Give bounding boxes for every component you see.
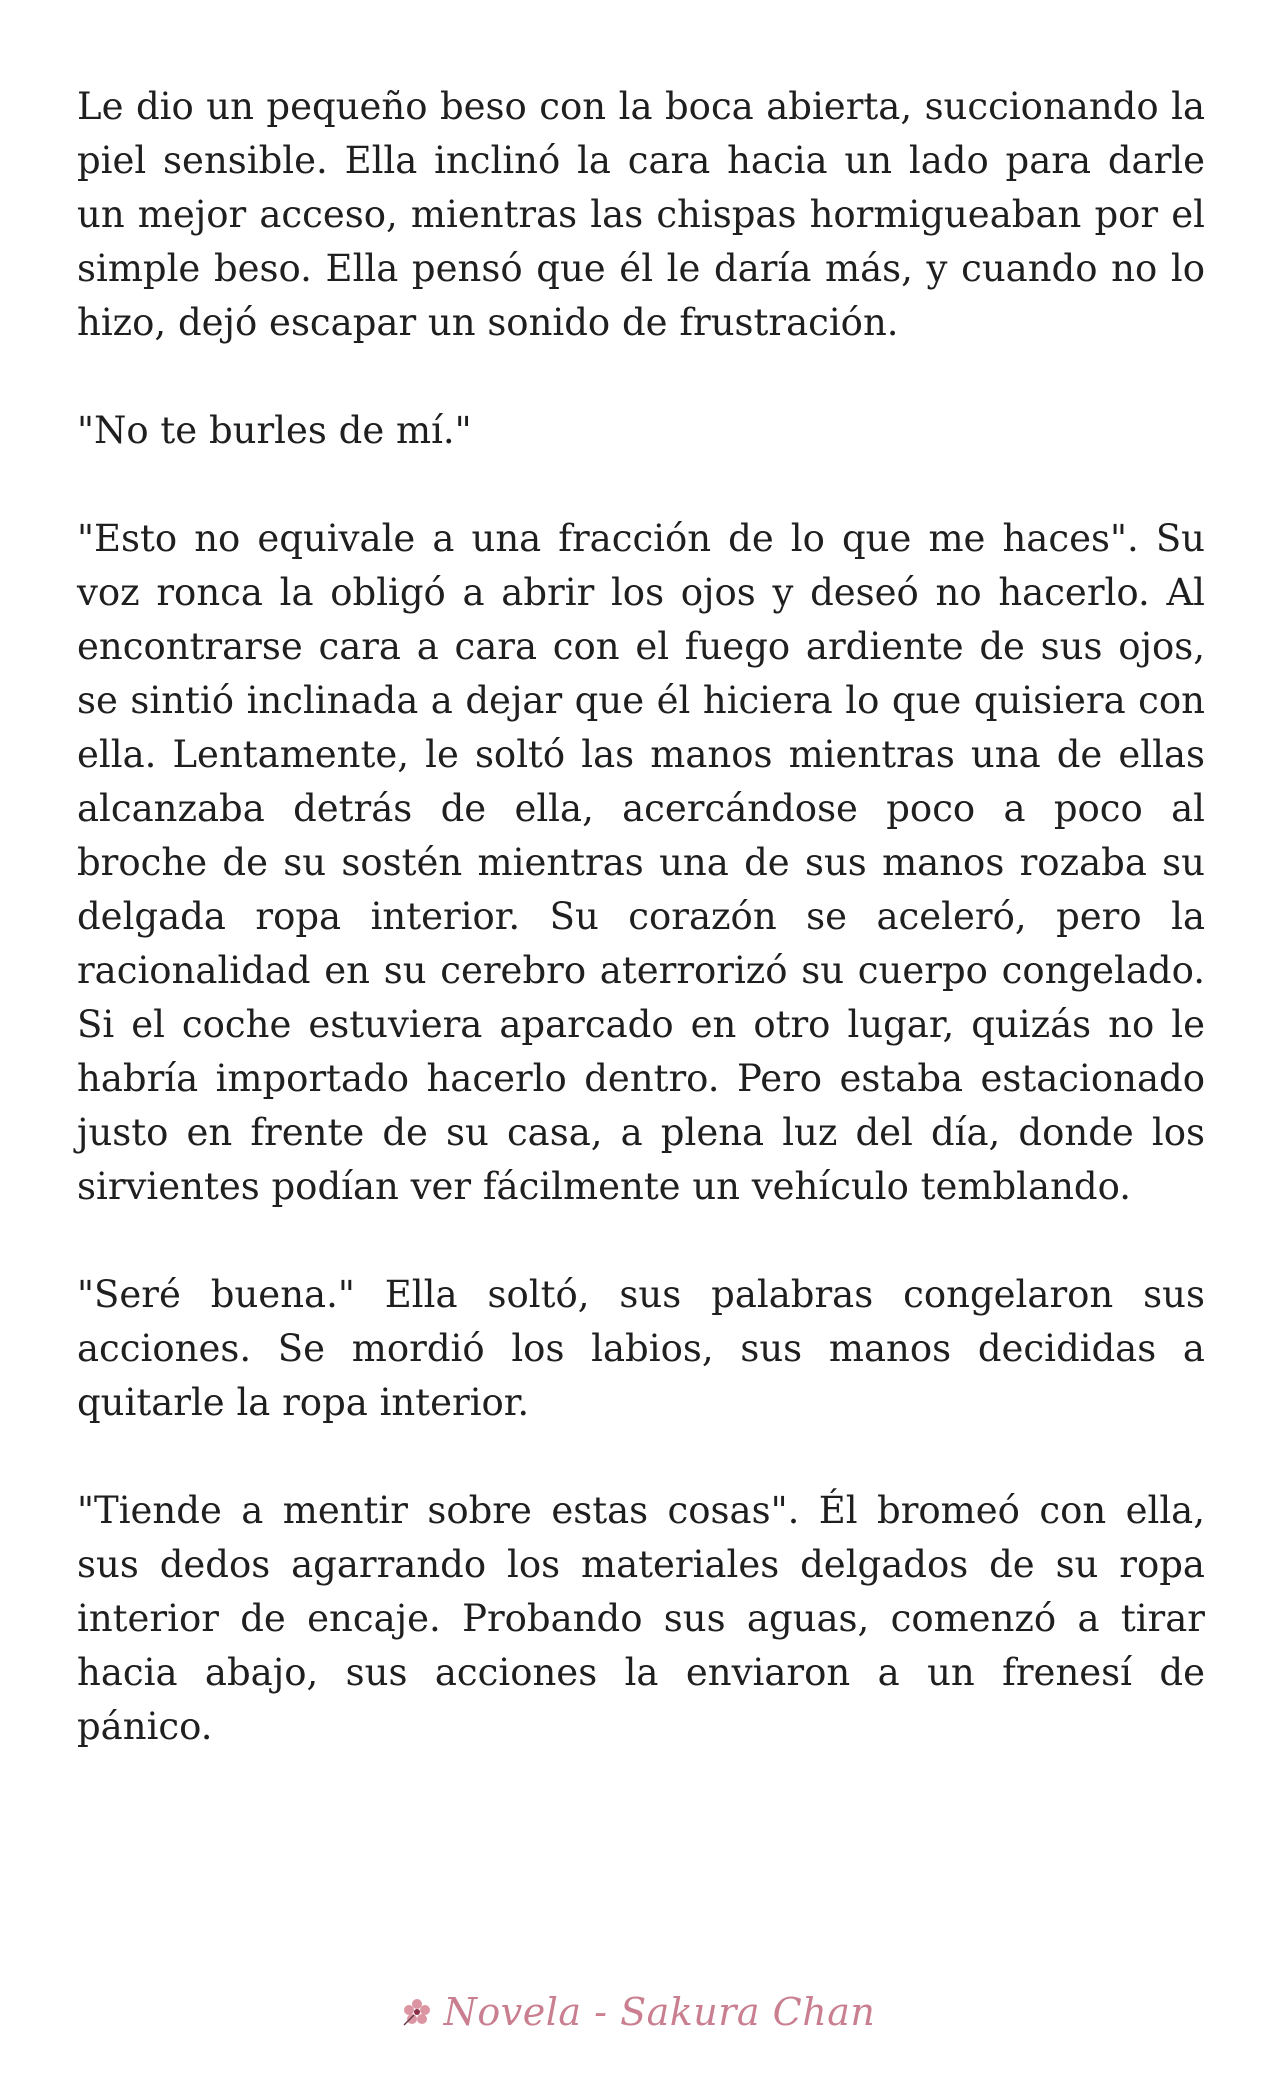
paragraph-1: Le dio un pequeño beso con la boca abierta, succionando la piel sensible. Ella inclinó la cara hacia un lado para darle un mejor acceso, mientras las chispas hormigueaban por el simple beso. Ella pensó que él le daría más, y cuando no lo hizo, dejó escapar un sonido de frustración. — [77, 85, 1205, 344]
paragraph-5: "Tiende a mentir sobre estas cosas". Él bromeó con ella, sus dedos agarrando los materiales delgados de su ropa interior de encaje. Probando sus aguas, comenzó a tirar hacia abajo, sus acciones la enviaron a un frenesí de pánico. — [77, 1489, 1205, 1748]
paragraph-4: "Seré buena." Ella soltó, sus palabras congelaron sus acciones. Se mordió los labios, sus manos decididas a quitarle la ropa interior. — [77, 1273, 1205, 1424]
sakura-flower-icon — [400, 1995, 434, 2029]
paragraph-3: "Esto no equivale a una fracción de lo que me haces". Su voz ronca la obligó a abrir los ojos y deseó no hacerlo. Al encontrarse cara a cara con el fuego ardiente de sus ojos, se sintió inclinada a dejar que él hiciera lo que quisiera con ella. Lentamente, le soltó las manos mientras una de ellas alcanzaba detrás de ella, acercándose poco a poco al broche de su sostén mientras una de sus manos rozaba su delgada ropa interior. Su corazón se aceleró, pero la racionalidad en su cerebro aterrorizó su cuerpo congelado. Si el coche estuviera aparcado en otro lugar, quizás no le habría importado hacerlo dentro. Pero estaba estacionado justo en frente de su casa, a plena luz del día, donde los sirvientes podían ver fácilmente un vehículo temblando. — [77, 517, 1205, 1208]
story-text — [77, 80, 1205, 1754]
watermark-text: Novela - Sakura Chan — [443, 1990, 876, 2034]
watermark-footer — [0, 1982, 1275, 2042]
paragraph-2: "No te burles de mí." — [77, 409, 472, 452]
